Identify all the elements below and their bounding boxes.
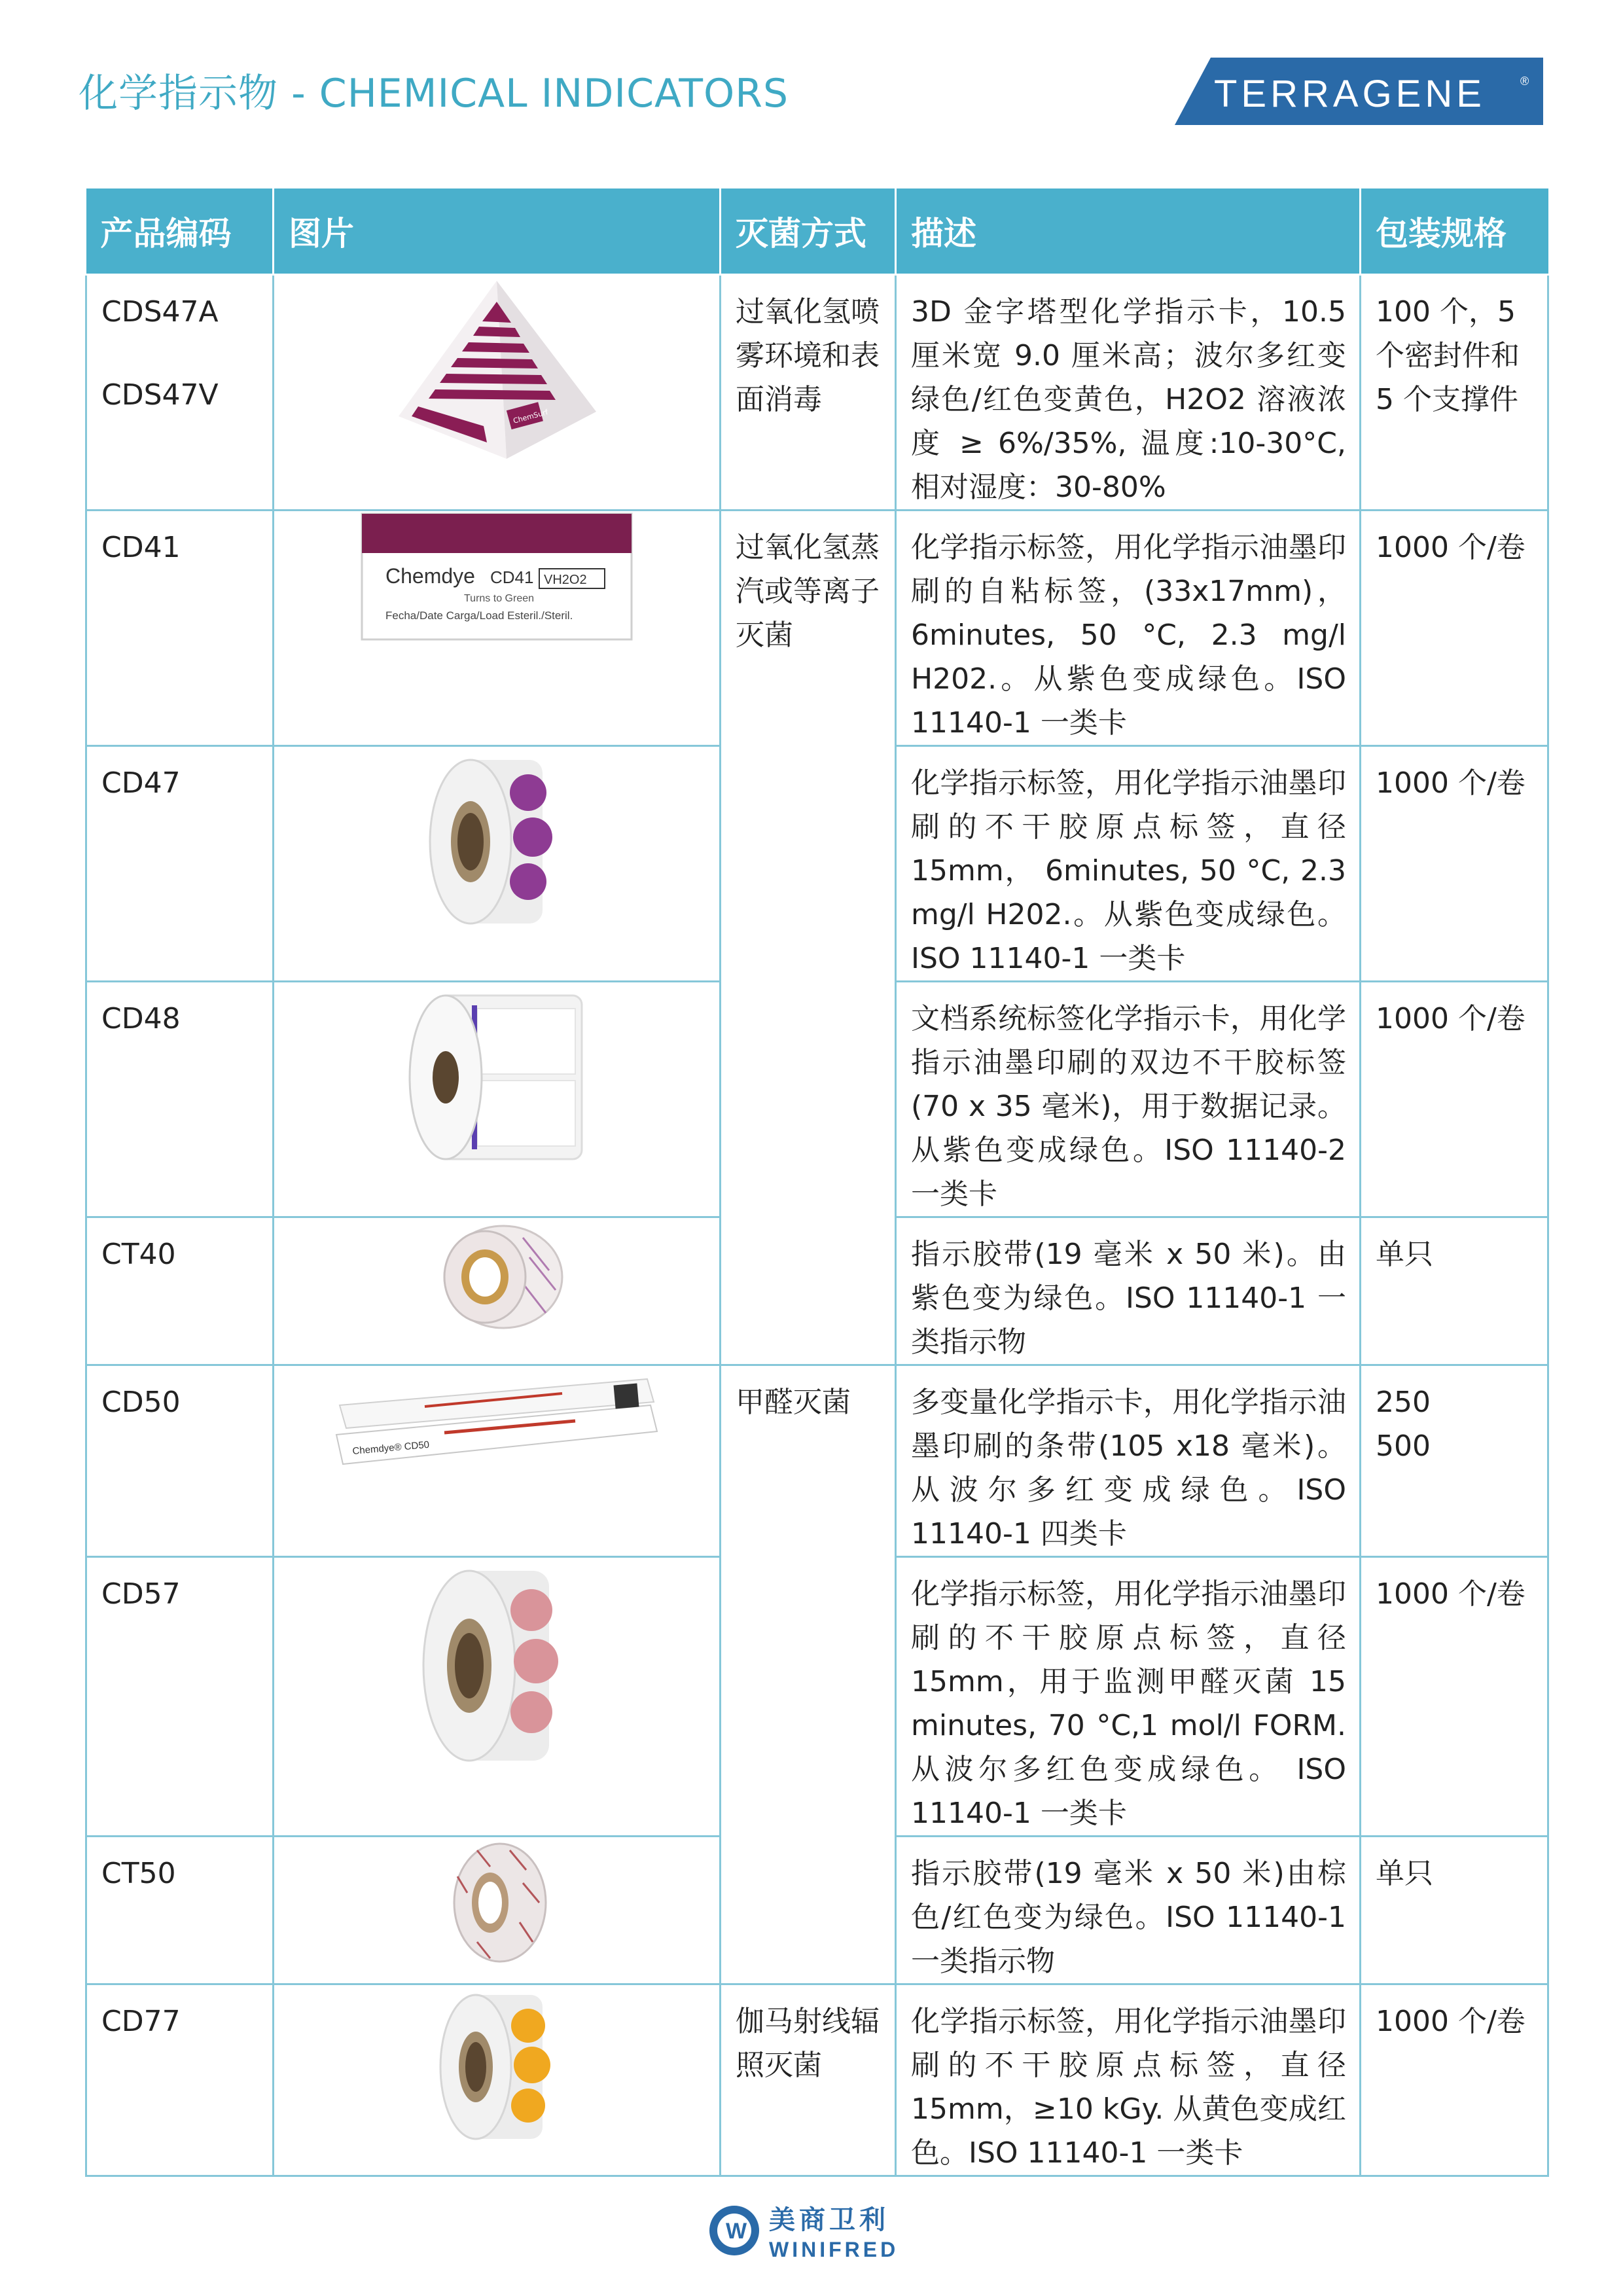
svg-text:VH2O2: VH2O2 <box>544 573 587 587</box>
strip-cards-image <box>327 1366 667 1497</box>
product-code: CD48 <box>86 982 274 1217</box>
product-description: 指示胶带(19 毫米 x 50 米)。由紫色变为绿色。ISO 11140-1 一类指示物 <box>896 1217 1361 1365</box>
packaging: 1000 个/卷 <box>1361 982 1548 1217</box>
product-description: 化学指示标签，用化学指示油墨印刷的不干胶原点标签，直径15mm，≥10 kGy. 从黄色变成红色。ISO 11140-1 一类卡 <box>896 1984 1361 2176</box>
col-header-description: 描述 <box>896 188 1361 275</box>
tape-roll-purple-image <box>425 1218 569 1336</box>
product-description: 化学指示标签，用化学指示油墨印刷的不干胶原点标签，直径15mm，用于监测甲醛灭菌 15 minutes, 70 °C,1 mol/l FORM. 从波尔多红色变成绿色。 ISO 11140-1 一类卡 <box>896 1557 1361 1837</box>
col-header-method: 灭菌方式 <box>721 188 896 275</box>
svg-text:CD41: CD41 <box>490 567 534 587</box>
footer-en-text: WINIFRED <box>769 2238 899 2261</box>
product-image <box>274 1984 721 2176</box>
packaging: 100 个，5 个密封件和 5 个支撑件 <box>1361 275 1548 511</box>
packaging: 1000 个/卷 <box>1361 511 1548 746</box>
label-roll-image <box>399 982 595 1172</box>
product-image <box>274 275 721 511</box>
svg-text:ChemSurf: ChemSurf <box>512 408 549 425</box>
product-image <box>274 1365 721 1557</box>
svg-text:Chemdye: Chemdye <box>385 564 475 588</box>
product-image <box>274 1217 721 1365</box>
svg-text:W: W <box>726 2219 747 2244</box>
purple-dot-roll-image <box>418 747 575 937</box>
packaging: 单只 <box>1361 1217 1548 1365</box>
packaging: 1000 个/卷 <box>1361 746 1548 982</box>
svg-text:Turns to Green: Turns to Green <box>464 593 535 604</box>
svg-text:Chemdye® CD50: Chemdye® CD50 <box>351 1439 430 1457</box>
svg-text:Fecha/Date Carga/Load Esteri: Fecha/Date Carga/Load Esteril./Steril. <box>385 609 573 622</box>
products-table <box>85 188 1549 2177</box>
product-code: CDS47A CDS47V <box>86 275 274 511</box>
product-code: CD47 <box>86 746 274 982</box>
product-code: CT40 <box>86 1217 274 1365</box>
product-image <box>274 746 721 982</box>
sterilization-method: 伽马射线辐照灭菌 <box>721 1984 896 2176</box>
col-header-code: 产品编码 <box>86 188 274 275</box>
product-description: 3D 金字塔型化学指示卡，10.5 厘米宽 9.0 厘米高；波尔多红变绿色/红色变黄色，H2O2 溶液浓度 ≥ 6%/35%, 温度:10-30°C, 相对湿度：30-80% <box>896 275 1361 511</box>
product-description: 文档系统标签化学指示卡，用化学指示油墨印刷的双边不干胶标签 (70 x 35 毫米)，用于数据记录。从紫色变成绿色。ISO 11140-2 一类卡 <box>896 982 1361 1217</box>
pink-dot-roll-image <box>412 1558 582 1774</box>
col-header-packaging: 包装规格 <box>1361 188 1548 275</box>
footer-cn-text: 美商卫利 <box>769 2204 889 2235</box>
yellow-dot-roll-image <box>431 1985 562 2149</box>
product-code: CD77 <box>86 1984 274 2176</box>
pyramid-indicator-image <box>392 276 601 465</box>
packaging: 1000 个/卷 <box>1361 1984 1548 2176</box>
packaging: 250 500 <box>1361 1365 1548 1557</box>
terragene-logo <box>1175 58 1543 125</box>
sterilization-method: 甲醛灭菌 <box>721 1365 896 1984</box>
product-code: CT50 <box>86 1837 274 1984</box>
product-image <box>274 511 721 746</box>
product-description: 化学指示标签，用化学指示油墨印刷的自粘标签，(33x17mm)，6minutes, 50 °C, 2.3 mg/l H202.。从紫色变成绿色。ISO 11140-1 一类卡 <box>896 511 1361 746</box>
table-row <box>86 1365 1548 1557</box>
svg-text:®: ® <box>1520 75 1529 88</box>
product-code: CD50 <box>86 1365 274 1557</box>
product-image <box>274 982 721 1217</box>
table-header-row <box>86 188 1548 275</box>
winifred-logo <box>707 2199 923 2261</box>
product-code: CD41 <box>86 511 274 746</box>
sterilization-method: 过氧化氢蒸汽或等离子灭菌 <box>721 511 896 1365</box>
table-row <box>86 511 1548 746</box>
product-image <box>274 1837 721 1984</box>
packaging: 1000 个/卷 <box>1361 1557 1548 1837</box>
product-description: 化学指示标签，用化学指示油墨印刷的不干胶原点标签，直径15mm， 6minutes, 50 °C, 2.3 mg/l H202.。从紫色变成绿色。ISO 11140-1 一类卡 <box>896 746 1361 982</box>
product-description: 多变量化学指示卡，用化学指示油墨印刷的条带(105 x18 毫米)。从波尔多红变成绿色。ISO 11140-1 四类卡 <box>896 1365 1361 1557</box>
product-image <box>274 1557 721 1837</box>
table-row <box>86 275 1548 511</box>
col-header-image: 图片 <box>274 188 721 275</box>
tape-roll-red-image <box>438 1837 556 1968</box>
packaging: 单只 <box>1361 1837 1548 1984</box>
label-card-image <box>359 511 634 642</box>
page-title: 化学指示物 - CHEMICAL INDICATORS <box>79 71 789 117</box>
table-row <box>86 1984 1548 2176</box>
product-description: 指示胶带(19 毫米 x 50 米)由棕色/红色变为绿色。ISO 11140-1 一类指示物 <box>896 1837 1361 1984</box>
product-code: CD57 <box>86 1557 274 1837</box>
brand-text: TERRAGENE <box>1214 73 1486 115</box>
sterilization-method: 过氧化氢喷雾环境和表面消毒 <box>721 275 896 511</box>
